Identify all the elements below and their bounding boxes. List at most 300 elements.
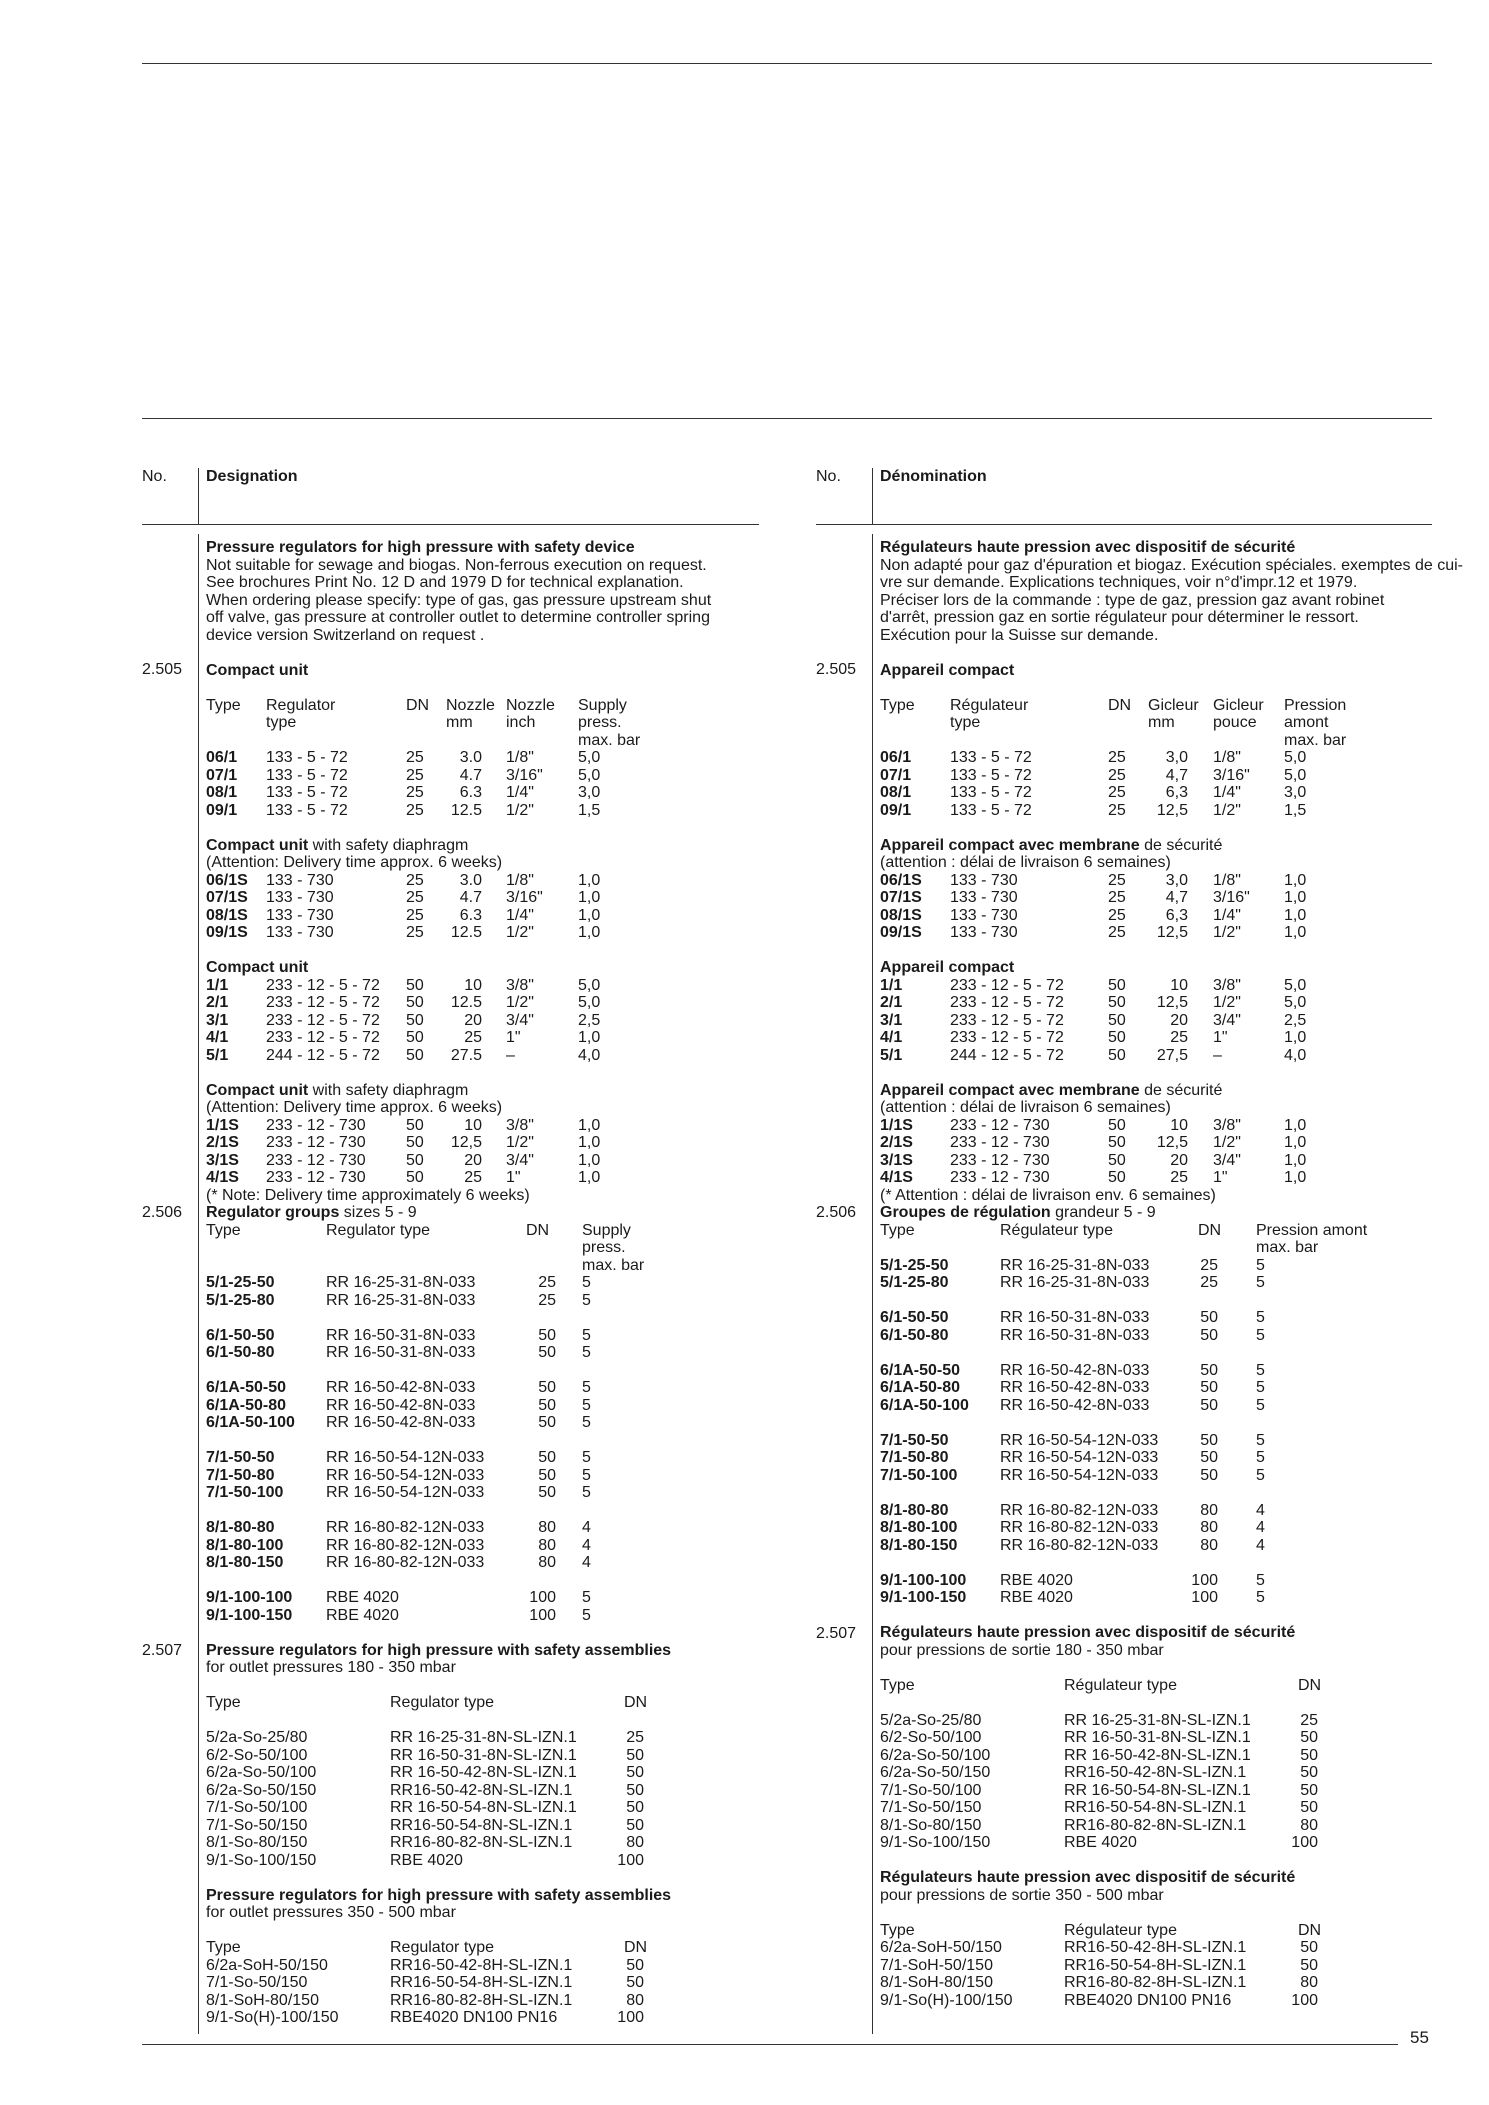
en-compact2-row-cell-4: 27.5	[450, 1046, 482, 1064]
fr-assembly-row	[880, 1799, 1440, 1817]
en-group-row-cell-1: 8/1-80-100	[206, 1536, 284, 1554]
fr-group-row-cell-3: 50	[1200, 1361, 1218, 1379]
en-group-row-cell-1: 5/1-25-50	[206, 1274, 275, 1291]
fr-group-row-cell-4: 5	[1256, 1431, 1265, 1449]
en-compact2-row-cell-2: 244 - 12 - 5 - 72	[266, 1046, 380, 1064]
en-diaphragm-row-cell-4: 6.3	[459, 906, 482, 924]
en-diaphragm2-title-bold: Compact unit	[206, 1081, 309, 1099]
en-group-row	[206, 1554, 766, 1572]
en-group-row-cell-4: 5	[582, 1379, 591, 1396]
en-group-row-cell-4: 4	[582, 1519, 591, 1536]
en-intro-line-2: See brochures Print No. 12 D and 1979 D for technical explanation.	[206, 574, 684, 591]
fr-group-row-cell-1: 8/1-80-80	[880, 1501, 949, 1519]
en-group-row-cell-2: RR 16-50-42-8N-033	[326, 1396, 476, 1414]
en-intro-line-4: off valve, gas pressure at controller outlet to determine controller spring	[206, 609, 710, 626]
en-assembly-row-cell-2: RR16-50-42-8N-SL-IZN.1	[390, 1781, 573, 1799]
en-compact-header-line-2	[206, 714, 766, 732]
en-assembly-row-cell-3: 50	[626, 1781, 644, 1799]
en-compact-row-cell-3: 25	[406, 749, 424, 766]
en-assembly2-row-cell-3: 80	[626, 1991, 644, 2009]
en-groups-header-2: Regulator type	[326, 1221, 431, 1239]
fr-compact-row-cell-5: 3/16"	[1213, 766, 1250, 784]
en-diaphragm-row-cell-2: 133 - 730	[266, 924, 334, 941]
fr-group-row	[880, 1309, 1440, 1327]
fr-group-row-cell-1: 7/1-50-100	[880, 1466, 958, 1484]
fr-compact2-row-cell-3: 50	[1108, 1011, 1126, 1029]
fr-diaphragm2-row	[880, 1117, 1440, 1135]
en-assembly-row-cell-3: 50	[626, 1816, 644, 1834]
en-group-row-cell-3: 50	[538, 1396, 556, 1414]
fr-diaphragm-row-cell-3: 25	[1108, 871, 1126, 889]
fr-groups-header-1: Type	[880, 1221, 915, 1239]
fr-compact-row-cell-2: 133 - 5 - 72	[950, 801, 1032, 819]
fr-group-row-cell-1: 6/1A-50-50	[880, 1361, 961, 1379]
fr-diaphragm2-row-cell-6: 1,0	[1284, 1134, 1307, 1151]
en-compact-row-cell-3: 25	[406, 766, 424, 784]
fr-section-2506-title-rest: grandeur 5 - 9	[1050, 1204, 1156, 1221]
fr-compact-header-1: Type	[880, 696, 915, 714]
en-section-2505-title: Compact unit	[206, 661, 309, 679]
en-groups-header-1: Type	[206, 1221, 241, 1239]
en-group-row-cell-3: 80	[538, 1536, 556, 1554]
fr-compact-row-cell-5: 1/2"	[1213, 801, 1241, 819]
fr-assembly2-row-cell-3: 80	[1300, 1974, 1318, 1991]
fr-diaphragm-title	[880, 837, 1440, 855]
fr-compact2-row-cell-5: 3/4"	[1213, 1011, 1241, 1029]
en-diaphragm-row-cell-5: 1/4"	[506, 906, 534, 924]
fr-diaphragm-row-cell-2: 133 - 730	[950, 889, 1018, 906]
en-diaphragm2-row-cell-4: 20	[464, 1151, 482, 1169]
page-number: 55	[1410, 2028, 1429, 2047]
en-diaphragm2-row-cell-4: 25	[464, 1169, 482, 1186]
fr-section-2507-subtitle: pour pressions de sortie 180 - 350 mbar	[880, 1641, 1164, 1659]
fr-compact-row-cell-2: 133 - 5 - 72	[950, 784, 1032, 801]
fr-diaphragm-row-cell-3: 25	[1108, 924, 1126, 941]
en-group-row-cell-3: 25	[538, 1291, 556, 1309]
fr-assemblies2-header-3: DN	[1298, 1921, 1322, 1939]
spacer	[206, 1712, 766, 1730]
fr-diaphragm2-row-cell-6: 1,0	[1284, 1169, 1307, 1186]
fr-diaphragm2-note: (attention : délai de livraison 6 semaines)	[880, 1099, 1171, 1116]
en-group-row	[206, 1519, 766, 1537]
en-compact-header-5: inch	[506, 714, 536, 731]
en-group-row-cell-2: RR 16-50-42-8N-033	[326, 1414, 476, 1431]
en-compact2-row-cell-3: 50	[406, 1046, 424, 1064]
en-compact-row-cell-1: 08/1	[206, 784, 238, 801]
en-assembly-row-cell-2: RR 16-50-42-8N-SL-IZN.1	[390, 1764, 577, 1781]
en-compact2-row-cell-3: 50	[406, 976, 424, 994]
en-compact-header-line-3	[206, 732, 766, 750]
en-diaphragm-row-cell-6: 1,0	[578, 906, 601, 924]
fr-compact2-row-cell-2: 233 - 12 - 5 - 72	[950, 1011, 1064, 1029]
en-diaphragm2-row-cell-3: 50	[406, 1134, 424, 1151]
fr-groups-header-4: Pression amont	[1256, 1221, 1368, 1239]
fr-assembly-row-cell-3: 50	[1300, 1764, 1318, 1781]
fr-group-row-cell-2: RR 16-50-54-12N-033	[1000, 1466, 1159, 1484]
fr-diaphragm2-row-cell-1: 2/1S	[880, 1134, 913, 1151]
en-group-row-cell-1: 6/1-50-50	[206, 1326, 275, 1344]
en-assembly2-row-cell-2: RBE4020 DN100 PN16	[390, 2009, 558, 2026]
fr-group-row	[880, 1327, 1440, 1345]
fr-diaphragm-row-cell-1: 09/1S	[880, 924, 922, 941]
en-section-no-2506: 2.506	[142, 1204, 183, 1221]
fr-group-row-cell-2: RR 16-50-31-8N-033	[1000, 1309, 1150, 1326]
fr-compact-row	[880, 802, 1440, 820]
spacer	[206, 1309, 766, 1327]
fr-assemblies-header-2: Régulateur type	[1064, 1676, 1177, 1694]
en-compact2-row-cell-6: 5,0	[578, 994, 601, 1011]
en-group-row-cell-2: RR 16-50-31-8N-033	[326, 1344, 476, 1361]
en-compact-row-cell-4: 3.0	[459, 749, 482, 766]
spacer	[206, 1624, 766, 1642]
fr-group-row-cell-3: 80	[1200, 1536, 1218, 1554]
en-assembly-row-cell-3: 25	[626, 1729, 644, 1746]
en-group-row-cell-1: 6/1-50-80	[206, 1344, 275, 1361]
en-compact2-row-cell-4: 12.5	[450, 994, 482, 1011]
fr-group-row-cell-1: 6/1-50-50	[880, 1309, 949, 1326]
en-groups-header-3: DN	[526, 1221, 550, 1239]
fr-group-row-cell-3: 50	[1200, 1431, 1218, 1449]
spacer	[880, 1852, 1440, 1870]
fr-group-row-cell-2: RR 16-50-54-12N-033	[1000, 1431, 1159, 1449]
en-diaphragm2-row-cell-5: 3/4"	[506, 1151, 534, 1169]
en-diaphragm2-row	[206, 1134, 766, 1152]
en-intro-title: Pressure regulators for high pressure with safety device	[206, 539, 635, 556]
fr-group-row-cell-3: 50	[1200, 1309, 1218, 1326]
spacer	[880, 1659, 1440, 1677]
fr-compact-row-cell-5: 1/4"	[1213, 784, 1241, 801]
en-diaphragm-row-cell-4: 4.7	[459, 889, 482, 906]
en-diaphragm-row	[206, 924, 766, 942]
en-compact-header-2: Regulator	[266, 696, 336, 714]
spacer	[206, 1502, 766, 1520]
fr-group-row-cell-2: RBE 4020	[1000, 1589, 1073, 1606]
en-groups-header-4: press.	[582, 1239, 626, 1256]
fr-group-row-cell-2: RR 16-80-82-12N-033	[1000, 1536, 1159, 1554]
en-no-header: No.	[142, 468, 167, 485]
en-diaphragm2-row-cell-6: 1,0	[578, 1151, 601, 1169]
fr-compact2-row	[880, 994, 1440, 1012]
en-group-row-cell-4: 5	[582, 1414, 591, 1431]
fr-group-row-cell-2: RR 16-50-31-8N-033	[1000, 1326, 1150, 1344]
en-diaphragm2-row-cell-2: 233 - 12 - 730	[266, 1151, 366, 1169]
en-assembly-row-cell-2: RBE 4020	[390, 1851, 463, 1869]
fr-group-row	[880, 1502, 1440, 1520]
en-compact-header-5: Nozzle	[506, 696, 555, 714]
fr-assembly-row	[880, 1817, 1440, 1835]
fr-compact2-row-cell-4: 20	[1170, 1011, 1188, 1029]
fr-assembly-row-cell-3: 50	[1300, 1781, 1318, 1799]
fr-group-row	[880, 1379, 1440, 1397]
en-diaphragm2-row-cell-5: 1"	[506, 1169, 521, 1186]
en-assembly-row-cell-1: 8/1-So-80/150	[206, 1834, 308, 1851]
en-group-row-cell-1: 7/1-50-100	[206, 1484, 284, 1501]
fr-diaphragm-row-cell-4: 12,5	[1156, 924, 1188, 941]
en-compact2-row-cell-2: 233 - 12 - 5 - 72	[266, 1029, 380, 1046]
fr-compact-row-cell-4: 6,3	[1165, 784, 1188, 801]
en-assembly-row-cell-2: RR16-80-82-8N-SL-IZN.1	[390, 1834, 573, 1851]
en-group-row-cell-3: 50	[538, 1344, 556, 1361]
fr-compact2-row-cell-4: 25	[1170, 1029, 1188, 1046]
fr-compact2-row-cell-1: 2/1	[880, 994, 903, 1011]
en-compact-row-cell-5: 1/2"	[506, 801, 534, 819]
fr-header-divider	[872, 468, 873, 524]
fr-diaphragm-note: (attention : délai de livraison 6 semaines)	[880, 854, 1171, 871]
fr-section-2507-title: Régulateurs haute pression avec dispositif de sécurité	[880, 1624, 1296, 1641]
fr-group-row-cell-3: 100	[1191, 1589, 1218, 1606]
fr-group-row-cell-2: RR 16-50-54-12N-033	[1000, 1449, 1159, 1466]
fr-section-no-2506: 2.506	[816, 1204, 857, 1221]
fr-group-row	[880, 1257, 1440, 1275]
en-diaphragm2-row-cell-2: 233 - 12 - 730	[266, 1116, 366, 1134]
fr-assembly-row-cell-3: 50	[1300, 1729, 1318, 1746]
fr-group-row-cell-3: 80	[1200, 1519, 1218, 1536]
en-group-row	[206, 1397, 766, 1415]
en-diaphragm2-row-cell-1: 1/1S	[206, 1116, 239, 1134]
en-diaphragm-row-cell-5: 3/16"	[506, 889, 543, 906]
en-assembly2-row-cell-1: 8/1-SoH-80/150	[206, 1991, 319, 2009]
en-section-2507-title2: Pressure regulators for high pressure with safety assemblies	[206, 1886, 672, 1904]
fr-assembly2-row-cell-1: 7/1-SoH-50/150	[880, 1956, 993, 1974]
en-intro-line-3: When ordering please specify: type of gas, gas pressure upstream shut	[206, 591, 712, 609]
fr-diaphragm-row-cell-3: 25	[1108, 906, 1126, 924]
en-diaphragm2-row-cell-5: 1/2"	[506, 1134, 534, 1151]
en-diaphragm2-title	[206, 1082, 766, 1100]
en-diaphragm2-title-rest: with safety diaphragm	[308, 1081, 469, 1099]
fr-diaphragm2-row-cell-1: 3/1S	[880, 1151, 913, 1169]
fr-assembly-row-cell-1: 9/1-So-100/150	[880, 1834, 991, 1851]
fr-assembly-row	[880, 1834, 1440, 1852]
en-group-row-cell-2: RR 16-25-31-8N-033	[326, 1274, 476, 1291]
fr-diaphragm2-title-rest: de sécurité	[1139, 1081, 1223, 1099]
fr-intro-line-1: Non adapté pour gaz d'épuration et biogaz. Exécution spéciales. exemptes de cui-	[880, 556, 1463, 574]
fr-assembly-row-cell-2: RR 16-50-54-8N-SL-IZN.1	[1064, 1781, 1251, 1799]
fr-section-2506-title-bold: Groupes de régulation	[880, 1204, 1051, 1221]
en-header-bottom-rule	[142, 524, 759, 525]
fr-compact2-row-cell-3: 50	[1108, 1046, 1126, 1064]
fr-group-row-cell-2: RR 16-25-31-8N-033	[1000, 1256, 1150, 1274]
spacer	[880, 819, 1440, 837]
fr-group-row-cell-4: 5	[1256, 1309, 1265, 1326]
en-group-row-cell-1: 8/1-80-80	[206, 1519, 275, 1536]
en-assembly-row	[206, 1729, 766, 1747]
en-diaphragm-row-cell-3: 25	[406, 889, 424, 906]
spacer	[880, 1414, 1440, 1432]
fr-assembly2-row-cell-2: RR16-50-42-8H-SL-IZN.1	[1064, 1939, 1247, 1956]
en-assembly-row-cell-3: 50	[626, 1799, 644, 1816]
fr-assembly-row-cell-2: RR 16-50-42-8N-SL-IZN.1	[1064, 1746, 1251, 1764]
en-group-row	[206, 1344, 766, 1362]
fr-compact2-title: Appareil compact	[880, 959, 1015, 976]
fr-column	[880, 539, 1463, 2009]
en-diaphragm-row-cell-3: 25	[406, 871, 424, 889]
fr-compact2-row-cell-4: 10	[1170, 976, 1188, 994]
fr-compact2-row-cell-6: 5,0	[1284, 976, 1307, 994]
fr-group-row-cell-1: 8/1-80-150	[880, 1536, 958, 1554]
en-compact2-row-cell-6: 4,0	[578, 1046, 601, 1064]
en-group-row-cell-1: 6/1A-50-100	[206, 1414, 295, 1431]
en-compact2-row-cell-5: 1"	[506, 1029, 521, 1046]
en-compact-row-cell-6: 5,0	[578, 766, 601, 784]
fr-group-row-cell-2: RR 16-50-42-8N-033	[1000, 1379, 1150, 1396]
en-compact-row-cell-1: 06/1	[206, 749, 238, 766]
en-compact-header-line-1	[206, 697, 766, 715]
fr-section-2506-title	[880, 1204, 1440, 1222]
en-compact-row-cell-3: 25	[406, 784, 424, 801]
fr-assembly-row	[880, 1729, 1440, 1747]
en-assembly-row-cell-3: 100	[617, 1851, 644, 1869]
fr-compact-row-cell-6: 3,0	[1284, 784, 1307, 801]
fr-diaphragm-row	[880, 907, 1440, 925]
fr-group-row-cell-3: 50	[1200, 1449, 1218, 1466]
spacer	[206, 1869, 766, 1887]
en-group-row	[206, 1607, 766, 1625]
en-section-2507-subtitle: for outlet pressures 180 - 350 mbar	[206, 1659, 456, 1676]
en-compact2-row-cell-1: 5/1	[206, 1046, 229, 1064]
fr-group-row-cell-1: 5/1-25-50	[880, 1256, 949, 1274]
fr-compact-header-3: DN	[1108, 696, 1132, 714]
fr-assembly-row-cell-3: 25	[1300, 1711, 1318, 1729]
en-assemblies-header-3: DN	[624, 1694, 648, 1711]
fr-group-row	[880, 1519, 1440, 1537]
fr-group-row-cell-2: RR 16-80-82-12N-033	[1000, 1519, 1159, 1536]
fr-compact-row-cell-4: 3,0	[1165, 749, 1188, 766]
fr-diaphragm-row-cell-6: 1,0	[1284, 906, 1307, 924]
en-group-row-cell-2: RR 16-80-82-12N-033	[326, 1536, 485, 1554]
fr-group-row-cell-4: 5	[1256, 1361, 1265, 1379]
fr-diaphragm-row-cell-5: 1/8"	[1213, 871, 1241, 889]
fr-compact2-row-cell-5: 1"	[1213, 1029, 1228, 1046]
fr-diaphragm2-row-cell-4: 10	[1170, 1116, 1188, 1134]
fr-group-row-cell-4: 4	[1256, 1501, 1265, 1519]
en-group-row-cell-4: 5	[582, 1589, 591, 1606]
fr-group-row-cell-1: 8/1-80-100	[880, 1519, 958, 1536]
en-assemblies-header-line-1	[206, 1694, 766, 1712]
en-assembly2-row	[206, 1957, 766, 1975]
en-compact-header-3: DN	[406, 696, 430, 714]
en-diaphragm2-row	[206, 1152, 766, 1170]
fr-assembly-row-cell-1: 6/2a-So-50/100	[880, 1746, 991, 1764]
spacer	[206, 1432, 766, 1450]
spacer	[880, 1554, 1440, 1572]
fr-compact2-row-cell-1: 1/1	[880, 976, 903, 994]
en-compact-row-cell-6: 5,0	[578, 749, 601, 766]
en-compact-header-4: Nozzle	[446, 696, 495, 714]
en-group-row-cell-4: 4	[582, 1536, 591, 1554]
en-assembly2-row-cell-2: RR16-50-42-8H-SL-IZN.1	[390, 1956, 573, 1974]
en-diaphragm-row-cell-6: 1,0	[578, 924, 601, 941]
fr-compact2-row-cell-3: 50	[1108, 994, 1126, 1011]
en-compact2-row	[206, 994, 766, 1012]
en-intro-line-1: Not suitable for sewage and biogas. Non-ferrous execution on request.	[206, 556, 707, 574]
fr-diaphragm2-footnote: (* Attention : délai de livraison env. 6 semaines)	[880, 1186, 1216, 1204]
fr-group-row-cell-4: 5	[1256, 1589, 1265, 1606]
en-group-row-cell-2: RBE 4020	[326, 1589, 399, 1606]
fr-group-row-cell-4: 4	[1256, 1536, 1265, 1554]
fr-groups-header-4: max. bar	[1256, 1239, 1319, 1256]
fr-assembly-row-cell-2: RR16-80-82-8N-SL-IZN.1	[1064, 1816, 1247, 1834]
en-diaphragm-row-cell-2: 133 - 730	[266, 871, 334, 889]
en-assembly2-row-cell-2: RR16-80-82-8H-SL-IZN.1	[390, 1991, 573, 2009]
en-diaphragm-row-cell-6: 1,0	[578, 889, 601, 906]
en-compact-header-6: Supply	[578, 696, 627, 714]
en-compact2-row	[206, 1047, 766, 1065]
en-diaphragm-title-rest: with safety diaphragm	[308, 836, 469, 854]
en-compact2-title: Compact unit	[206, 959, 309, 976]
fr-compact2-row-cell-6: 1,0	[1284, 1029, 1307, 1046]
fr-group-row-cell-1: 6/1A-50-100	[880, 1396, 969, 1414]
en-group-row-cell-3: 50	[538, 1326, 556, 1344]
en-diaphragm-title-bold: Compact unit	[206, 836, 309, 854]
en-diaphragm-row-cell-5: 1/2"	[506, 924, 534, 941]
fr-assembly-row-cell-1: 7/1-So-50/150	[880, 1799, 982, 1816]
fr-compact2-row-cell-1: 5/1	[880, 1046, 903, 1064]
fr-assembly2-row-cell-1: 6/2a-SoH-50/150	[880, 1939, 1002, 1956]
fr-compact-row-cell-1: 08/1	[880, 784, 912, 801]
en-group-row-cell-3: 50	[538, 1414, 556, 1431]
en-column	[206, 539, 766, 2027]
fr-diaphragm-row-cell-6: 1,0	[1284, 924, 1307, 941]
en-assemblies2-header-1: Type	[206, 1939, 241, 1956]
en-compact2-row-cell-4: 10	[464, 976, 482, 994]
fr-assembly2-row-cell-3: 50	[1300, 1956, 1318, 1974]
en-compact-row-cell-2: 133 - 5 - 72	[266, 801, 348, 819]
fr-group-row-cell-3: 50	[1200, 1379, 1218, 1396]
fr-assembly-row-cell-1: 5/2a-So-25/80	[880, 1711, 982, 1729]
fr-group-row-cell-3: 50	[1200, 1396, 1218, 1414]
fr-compact2-row	[880, 1012, 1440, 1030]
fr-compact-row	[880, 784, 1440, 802]
en-intro-line-5: device version Switzerland on request .	[206, 626, 485, 644]
en-group-row-cell-1: 8/1-80-150	[206, 1554, 284, 1571]
spacer	[880, 679, 1440, 697]
en-compact-header-1: Type	[206, 696, 241, 714]
fr-compact2-row-cell-3: 50	[1108, 1029, 1126, 1046]
fr-group-row	[880, 1537, 1440, 1555]
en-groups-header-4: max. bar	[582, 1256, 645, 1274]
fr-diaphragm2-row-cell-2: 233 - 12 - 730	[950, 1134, 1050, 1151]
fr-diaphragm2-row-cell-5: 3/4"	[1213, 1151, 1241, 1169]
fr-group-row-cell-4: 5	[1256, 1571, 1265, 1589]
en-group-row-cell-3: 80	[538, 1519, 556, 1536]
fr-group-row	[880, 1467, 1440, 1485]
en-assembly-row-cell-2: RR 16-25-31-8N-SL-IZN.1	[390, 1729, 577, 1746]
en-group-row-cell-4: 5	[582, 1274, 591, 1291]
fr-group-row-cell-3: 80	[1200, 1501, 1218, 1519]
fr-group-row-cell-2: RR 16-50-42-8N-033	[1000, 1361, 1150, 1379]
fr-diaphragm2-row-cell-5: 1/2"	[1213, 1134, 1241, 1151]
en-group-row	[206, 1274, 766, 1292]
spacer	[880, 1344, 1440, 1362]
fr-assembly2-row	[880, 1974, 1440, 1992]
fr-diaphragm-title-rest: de sécurité	[1139, 836, 1223, 854]
en-compact2-row-cell-1: 3/1	[206, 1011, 229, 1029]
fr-diaphragm-row-cell-4: 4,7	[1165, 889, 1188, 906]
fr-assembly-row-cell-1: 7/1-So-50/100	[880, 1781, 982, 1799]
fr-group-row-cell-3: 25	[1200, 1256, 1218, 1274]
fr-compact-row-cell-5: 1/8"	[1213, 749, 1241, 766]
en-diaphragm-row	[206, 889, 766, 907]
en-group-row-cell-4: 5	[582, 1326, 591, 1344]
en-diaphragm-row	[206, 907, 766, 925]
spacer	[880, 1607, 1440, 1625]
en-compact-row-cell-6: 1,5	[578, 801, 601, 819]
en-group-row-cell-1: 7/1-50-80	[206, 1466, 275, 1484]
fr-diaphragm-row	[880, 889, 1440, 907]
en-group-row-cell-3: 50	[538, 1379, 556, 1396]
en-assembly-row-cell-1: 6/2a-So-50/150	[206, 1781, 317, 1799]
fr-compact-header-5: Gicleur	[1213, 696, 1264, 714]
